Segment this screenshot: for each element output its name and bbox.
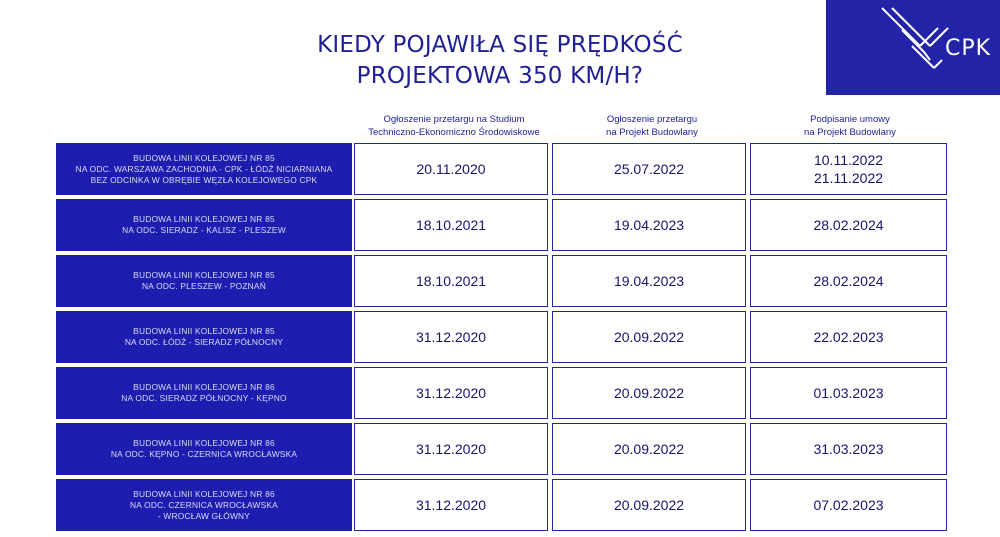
row-label-line: BUDOWA LINII KOLEJOWEJ NR 86 — [133, 488, 275, 499]
cpk-logo-text: CPK — [945, 36, 992, 61]
study-tender-date: 20.11.2020 — [416, 161, 486, 177]
design-tender-date-cell — [552, 143, 746, 195]
study-tender-date: 31.12.2020 — [415, 441, 487, 457]
study-tender-date: 31.12.2020 — [415, 497, 487, 513]
row-label-line: NA ODC. WARSZAWA ZACHODNIA - CPK - ŁÓDŹ NICIARNIANA — [75, 163, 333, 174]
study-tender-date: 18.10.2021 — [415, 273, 487, 289]
contract-date-cell — [750, 311, 947, 363]
design-tender-date-cell — [552, 255, 746, 307]
contract-date-cell — [750, 255, 947, 307]
contract-date-second: 21.11.2022 — [813, 170, 884, 186]
design-tender-date: 20.09.2022 — [613, 329, 685, 345]
design-tender-date-cell — [552, 479, 746, 531]
row-label-line: NA ODC. CZERNICA WROCŁAWSKA — [130, 499, 278, 510]
row-label-line: BUDOWA LINII KOLEJOWEJ NR 85 — [133, 152, 275, 163]
column-header-tender — [552, 113, 752, 139]
contract-date: 31.03.2023 — [813, 441, 884, 457]
design-tender-date-cell — [552, 423, 746, 475]
table-row — [56, 423, 947, 475]
study-tender-date-cell — [354, 255, 548, 307]
design-tender-date: 20.09.2022 — [613, 441, 685, 457]
column-header-line: na Projekt Budowlany — [606, 127, 698, 138]
column-header-study — [354, 113, 554, 139]
contract-date-cell — [750, 199, 947, 251]
design-tender-date: 19.04.2023 — [613, 273, 685, 289]
row-label-cell — [56, 199, 352, 251]
contract-date: 01.03.2023 — [813, 385, 884, 401]
study-tender-date-cell — [354, 143, 548, 195]
row-label-line: NA ODC. SIERADZ - KALISZ - PLESZEW — [122, 225, 286, 235]
column-header-line: Podpisanie umowy — [810, 114, 890, 125]
contract-date-cell — [750, 143, 947, 195]
column-header-line: Ogłoszenie przetargu na Studium — [383, 114, 525, 125]
row-label-line: BEZ ODCINKA W OBRĘBIE WĘZŁA KOLEJOWEGO CPK — [90, 174, 318, 185]
table-row — [56, 143, 947, 195]
page-title — [250, 30, 750, 92]
row-label-line: BUDOWA LINII KOLEJOWEJ NR 86 — [133, 438, 275, 448]
row-label-line: - WROCŁAW GŁÓWNY — [157, 510, 251, 521]
row-label-line: NA ODC. SIERADZ PÓŁNOCNY - KĘPNO — [121, 393, 287, 403]
study-tender-date: 18.10.2021 — [415, 217, 487, 233]
column-header-contract — [750, 113, 950, 139]
row-label-cell — [56, 423, 352, 475]
contract-date: 28.02.2024 — [813, 273, 884, 289]
design-tender-date-cell — [552, 367, 746, 419]
study-tender-date-cell — [354, 423, 548, 475]
study-tender-date-cell — [354, 367, 548, 419]
study-tender-date: 31.12.2020 — [415, 329, 487, 345]
row-label-cell — [56, 479, 352, 531]
study-tender-date: 31.12.2020 — [415, 385, 487, 401]
row-label-cell — [56, 143, 352, 195]
design-tender-date: 20.09.2022 — [613, 385, 685, 401]
table-row — [56, 199, 947, 251]
contract-date: 10.11.2022 — [813, 152, 884, 168]
column-header-line: Ogłoszenie przetargu — [606, 114, 698, 125]
table-row — [56, 311, 947, 363]
study-tender-date-cell — [354, 199, 548, 251]
row-label-line: NA ODC. PLESZEW - POZNAŃ — [142, 281, 266, 291]
column-header-line: Techniczno-Ekonomiczno Środowiskowe — [368, 127, 540, 138]
row-label-line: BUDOWA LINII KOLEJOWEJ NR 85 — [133, 214, 275, 224]
table-row — [56, 479, 947, 531]
study-tender-date-cell — [354, 311, 548, 363]
table-row — [56, 367, 947, 419]
study-tender-date-cell — [354, 479, 548, 531]
row-label-line: NA ODC. ŁÓDŹ - SIERADZ PÓŁNOCNY — [124, 337, 284, 347]
row-label-cell — [56, 311, 352, 363]
table-row — [56, 255, 947, 307]
row-label-line: BUDOWA LINII KOLEJOWEJ NR 85 — [133, 326, 275, 336]
contract-date-cell — [750, 479, 947, 531]
row-label-cell — [56, 255, 352, 307]
contract-date-cell — [750, 367, 947, 419]
row-label-line: NA ODC. KĘPNO - CZERNICA WROCŁAWSKA — [110, 449, 298, 459]
design-tender-date: 25.07.2022 — [613, 161, 685, 177]
row-label-cell — [56, 367, 352, 419]
contract-date: 22.02.2023 — [813, 329, 884, 345]
contract-date: 07.02.2023 — [813, 497, 884, 513]
column-header-line: na Projekt Budowlany — [804, 127, 896, 138]
design-tender-date-cell — [552, 199, 746, 251]
design-tender-date: 19.04.2023 — [613, 217, 685, 233]
design-tender-date-cell — [552, 311, 746, 363]
contract-date: 28.02.2024 — [813, 217, 884, 233]
contract-date-cell — [750, 423, 947, 475]
page-title-line-1: KIEDY POJAWIŁA SIĘ PRĘDKOŚĆ — [317, 32, 683, 58]
row-label-line: BUDOWA LINII KOLEJOWEJ NR 86 — [133, 382, 275, 392]
page-title-line-2: PROJEKTOWA 350 KM/H? — [356, 63, 644, 89]
design-tender-date: 20.09.2022 — [613, 497, 685, 513]
row-label-line: BUDOWA LINII KOLEJOWEJ NR 85 — [133, 270, 275, 280]
